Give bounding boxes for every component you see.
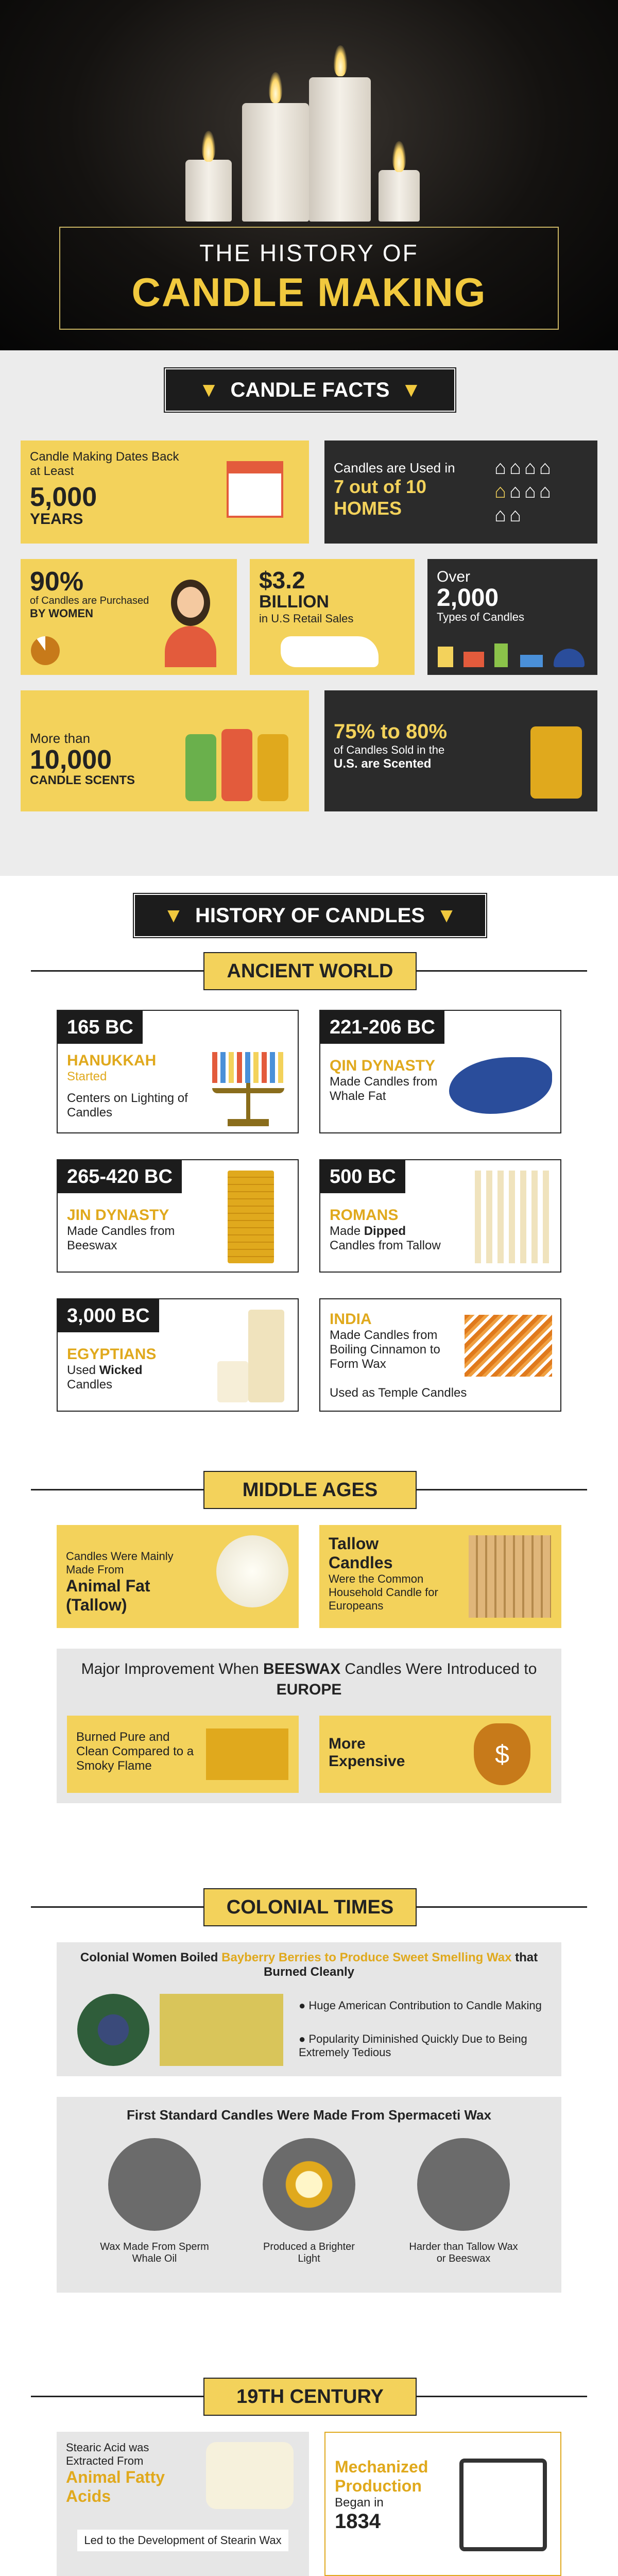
beeswax-candle-icon [228, 1171, 274, 1263]
candle-image [379, 170, 420, 222]
hero-subtitle: THE HISTORY OF [199, 240, 419, 266]
c19-mechanized [324, 2432, 561, 2576]
fact-text: Candles are Used in [334, 460, 455, 476]
year-label: 221-206 BC [320, 1011, 444, 1044]
fact-women [21, 559, 237, 675]
stearic-acid-icon [206, 2442, 294, 2509]
card-subheading: Started [67, 1070, 107, 1083]
hero-title-box [59, 227, 559, 330]
fact-unit: YEARS [30, 511, 83, 528]
fact-homes [324, 440, 597, 544]
card-hanukkah [57, 1010, 299, 1133]
wicked-candle-icon [217, 1310, 284, 1402]
fact-heading: Tallow Candles [329, 1534, 393, 1572]
candle-jar-icon [530, 726, 582, 799]
flame-icon [202, 131, 215, 162]
hammer-icon [417, 2138, 510, 2231]
spermaceti-point: Produced a Brighter Light [263, 2241, 355, 2264]
colonial-bayberry-panel [57, 1942, 561, 2076]
hero-title: CANDLE MAKING [131, 269, 487, 315]
year-label: 265-420 BC [58, 1160, 182, 1193]
beeswax-intro-text: Major Improvement When BEESWAX Candles Were Introduced to EUROPE [81, 1660, 537, 1698]
fact-types [427, 559, 597, 675]
fact-text: Candles Were Mainly Made From [66, 1550, 174, 1576]
flame-icon [269, 72, 282, 103]
19th-century-title: 19TH CENTURY [203, 2378, 417, 2416]
card-text: Centers on Lighting of Candles [67, 1091, 188, 1120]
fact-text: in U.S Retail Sales [259, 612, 354, 625]
cinnamon-icon [465, 1315, 552, 1377]
card-heading: EGYPTIANS [67, 1346, 157, 1363]
card-heading: ROMANS [330, 1207, 399, 1224]
candle-image [242, 103, 309, 222]
calendar-icon [227, 461, 283, 518]
card-india [319, 1298, 561, 1412]
fact-text: Were the Common Household Candle for Europeans [329, 1572, 438, 1612]
card-qin-dynasty [319, 1010, 561, 1133]
arrow-down-icon: ▼ [401, 379, 422, 401]
fact-text: Over [437, 568, 471, 585]
spermaceti-title: First Standard Candles Were Made From Spermaceti Wax [127, 2107, 491, 2123]
arrow-down-icon: ▼ [198, 379, 219, 401]
card-heading: QIN DYNASTY [330, 1057, 436, 1074]
oil-bottles-icon [185, 703, 299, 801]
fact-heading: Animal Fatty Acids [66, 2468, 165, 2505]
fact-sales [250, 559, 415, 675]
fact-text: Began in [335, 2496, 384, 2510]
card-heading: JIN DYNASTY [67, 1207, 169, 1224]
candle-image [309, 77, 371, 222]
fact-number: 75% to 80% [334, 720, 448, 743]
year-label: 500 BC [320, 1160, 405, 1193]
ancient-world-title: ANCIENT WORLD [203, 952, 417, 990]
fact-text: of Candles Sold in the [334, 743, 445, 756]
arrow-down-icon: ▼ [436, 904, 457, 927]
fact-number: 5,000 [30, 482, 97, 512]
pie-icon [31, 636, 60, 665]
fact-text: Types of Candles [437, 611, 524, 623]
card-romans [319, 1159, 561, 1273]
fact-text: U.S. are Scented [334, 757, 432, 771]
fact-number: $3.2 [259, 567, 305, 594]
card-heading: INDIA [330, 1311, 372, 1328]
card-text: Used Wicked Candles [67, 1363, 143, 1392]
middle-ages-title: MIDDLE AGES [203, 1471, 417, 1509]
fact-scented [324, 690, 597, 811]
bayberry-wax-icon [160, 1994, 283, 2066]
fact-unit: CANDLE SCENTS [30, 773, 135, 787]
arrow-down-icon: ▼ [163, 904, 184, 927]
year-label: 3,000 BC [58, 1299, 159, 1332]
middle-beeswax-panel [57, 1649, 561, 1803]
beeswax-clean-burn [67, 1716, 299, 1793]
houses-icon: ⌂⌂⌂⌂ ⌂⌂⌂⌂ ⌂⌂ [494, 457, 554, 526]
fact-text: Led to the Development of Stearin Wax [77, 2530, 288, 2551]
hero-section [0, 0, 618, 350]
bullet-2: ● Popularity Diminished Quickly Due to Being Extremely Tedious [299, 2032, 527, 2059]
middle-tallow-candles [319, 1525, 561, 1628]
spermaceti-point: Harder than Tallow Wax or Beeswax [409, 2241, 518, 2264]
colonial-spermaceti-panel [57, 2097, 561, 2293]
history-banner [134, 894, 486, 937]
woman-icon [160, 580, 221, 667]
beeswax-expensive [319, 1716, 551, 1793]
bayberry-text: Colonial Women Boiled Bayberry Berries to Produce Sweet Smelling Wax that Burned Cleanly [80, 1951, 538, 1979]
fact-unit: BY WOMEN [30, 607, 94, 620]
fact-years [21, 440, 309, 544]
fact-text: More Expensive [329, 1735, 405, 1770]
middle-animal-fat [57, 1525, 299, 1628]
spermaceti-point: Wax Made From Sperm Whale Oil [100, 2241, 209, 2264]
dipped-candles-icon [475, 1171, 552, 1263]
fact-text: Candle Making Dates Back at Least [30, 450, 179, 478]
fact-text: More than [30, 731, 91, 746]
candles-group-icon [438, 641, 592, 667]
us-map-icon [281, 636, 379, 667]
fact-number: 90% [30, 567, 84, 597]
card-text: Made Candles from Beeswax [67, 1224, 175, 1252]
card-text: Made Candles from Boiling Cinnamon to Form Wax [330, 1328, 440, 1371]
candle-image [185, 160, 232, 222]
whale-icon [449, 1057, 552, 1114]
tallow-candles-icon [469, 1535, 551, 1618]
candle-facts-banner [165, 368, 455, 412]
bayberry-icon [77, 1994, 149, 2066]
fact-number: 1834 [335, 2510, 381, 2533]
fact-scents [21, 690, 309, 811]
flame-icon [392, 141, 406, 172]
fact-heading: Animal Fat (Tallow) [66, 1577, 150, 1614]
flame-icon [334, 45, 347, 76]
fact-text: Burned Pure and Clean Compared to a Smoky Flame [76, 1730, 194, 1773]
colonial-times-title: COLONIAL TIMES [203, 1888, 417, 1926]
fact-text: of Candles are Purchased [30, 595, 149, 606]
fact-text: Stearic Acid was Extracted From [66, 2441, 149, 2467]
card-jin-dynasty [57, 1159, 299, 1273]
card-text: Used as Temple Candles [330, 1386, 467, 1400]
c19-stearic [57, 2432, 309, 2576]
card-text: Made Dipped Candles from Tallow [330, 1224, 441, 1252]
fact-unit: HOMES [334, 498, 402, 519]
menorah-icon [207, 1042, 289, 1129]
banner-label: CANDLE FACTS [230, 379, 390, 401]
robot-arm-icon [459, 2459, 547, 2551]
card-egyptians [57, 1298, 299, 1412]
banner-label: HISTORY OF CANDLES [195, 904, 425, 927]
fact-number: 7 out of 10 [334, 476, 427, 497]
tallow-icon [216, 1535, 288, 1607]
card-text: Made Candles from Whale Fat [330, 1075, 438, 1103]
fact-heading: Mechanized Production [335, 2458, 428, 2495]
whale-oil-icon [108, 2138, 201, 2231]
fact-number: 2,000 [437, 584, 499, 612]
beeswax-block-icon [206, 1728, 288, 1780]
money-bag-icon: $ [474, 1723, 530, 1785]
bullet-1: ● Huge American Contribution to Candle Making [299, 1999, 542, 2012]
bright-light-icon [263, 2138, 355, 2231]
year-label: 165 BC [58, 1011, 143, 1044]
fact-unit: BILLION [259, 592, 329, 612]
fact-number: 10,000 [30, 745, 112, 775]
card-heading: HANUKKAH [67, 1052, 157, 1069]
